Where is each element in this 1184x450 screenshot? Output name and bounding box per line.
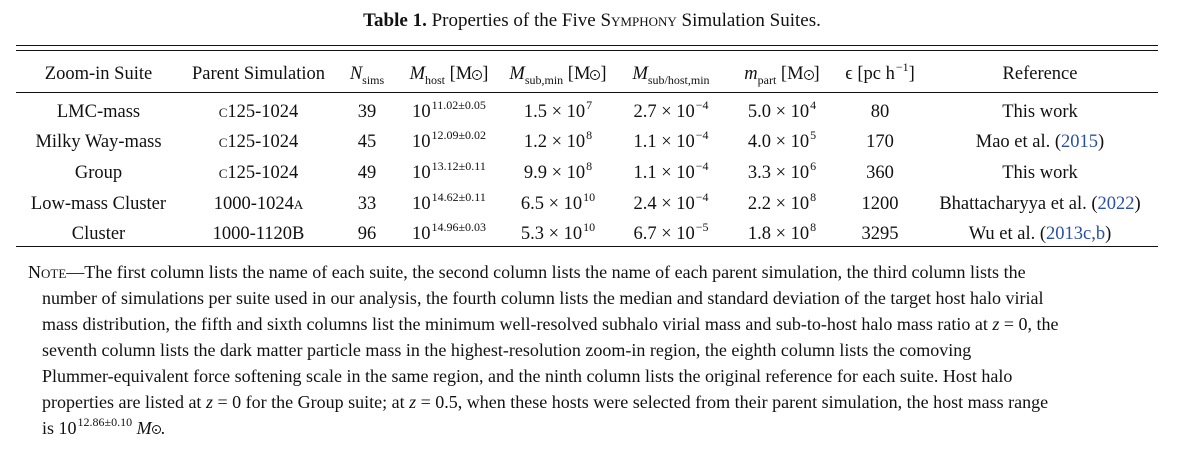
note-line-3-z: z: [992, 314, 1000, 334]
note-label: Note: [28, 262, 67, 282]
header-mpart-base: m: [744, 63, 758, 84]
note-line-6a: properties are listed at: [42, 392, 202, 412]
cell-ratio: $2.7 \times 10^{-4}$: [633, 97, 709, 122]
table-row: [16, 219, 1158, 250]
note-line-6b: = 0 for the Group suite; at: [212, 392, 405, 412]
cell-reference: Wu et al. (2013c,b): [968, 224, 1112, 245]
cell-parent: c125-1024: [218, 101, 299, 122]
mpart-mantissa: 2.2: [747, 193, 771, 214]
header-msub-unit: [M: [567, 63, 591, 84]
table-row: [16, 189, 1158, 220]
reference-text: Bhattacharyya et al. (: [939, 193, 1098, 214]
cell-mpart: $2.2 \times 10^8$: [747, 189, 817, 214]
caption-text-after: Simulation Suites.: [681, 10, 821, 31]
cell-suite: Milky Way-mass: [35, 132, 162, 153]
header-ratio: [616, 58, 726, 90]
note-line-7-end: .: [160, 418, 166, 438]
msub-exponent: 7: [586, 97, 593, 112]
header-mpart-unit: [M: [780, 63, 804, 84]
header-mhost-unit: [M: [449, 63, 473, 84]
note-line-4: seventh column lists the dark matter particle mass in the highest-resolution zoom-in region, the eighth column lists the comoving: [42, 340, 972, 360]
ratio-exponent: −4: [695, 158, 709, 173]
cell-nsims: 96: [357, 224, 377, 245]
mpart-mantissa: 1.8: [747, 224, 771, 245]
mpart-exponent: 4: [810, 97, 817, 112]
cell-mhost: $10^{13.12\pm 0.11}$: [412, 158, 486, 183]
reference-text: Mao et al. (: [975, 132, 1062, 153]
cell-nsims: 49: [357, 162, 377, 183]
cell-suite: Low-mass Cluster: [30, 193, 167, 214]
top-rule-2: [16, 50, 1158, 51]
cell-mhost: $10^{11.02\pm 0.05}$: [412, 97, 486, 122]
cell-eps: 360: [866, 162, 894, 183]
msub-mantissa: 6.5: [520, 193, 544, 214]
msub-exponent: 10: [583, 189, 596, 204]
msub-mantissa: 5.3: [520, 224, 544, 245]
table-row: [16, 90, 1158, 128]
note-line-6-z1: z: [205, 392, 213, 412]
table-note: [28, 259, 1158, 443]
reference-year-link[interactable]: 2022: [1097, 193, 1135, 214]
note-line-6: [42, 389, 1158, 415]
ratio-mantissa: 1.1: [633, 162, 657, 183]
header-parent: Parent Simulation: [191, 63, 326, 84]
solar-symbol-icon: [152, 425, 161, 434]
ratio-mantissa: 2.4: [633, 193, 657, 214]
cell-suite: Cluster: [71, 224, 126, 245]
table-body: [16, 90, 1158, 250]
caption-suite-name: Symphony: [600, 10, 677, 31]
header-msub-sub: sub,min: [524, 72, 564, 87]
cell-parent: c125-1024: [218, 132, 299, 153]
cell-msub: $1.2 \times 10^8$: [523, 128, 593, 153]
mhost-exponent: 13.12±0.11: [431, 158, 486, 173]
note-line-7-exp: 12.86±0.10: [77, 415, 133, 429]
cell-msub: $9.9 \times 10^8$: [523, 158, 593, 183]
properties-table: [16, 58, 1158, 250]
header-msub: $M_{sub,min}$ [M ]: [509, 63, 607, 87]
cell-mpart: $5.0 \times 10^4$: [747, 97, 817, 122]
mpart-exponent: 5: [810, 128, 817, 143]
solar-symbol-icon: [590, 70, 600, 80]
caption-label: Table 1.: [363, 10, 427, 31]
cell-parent: c125-1024: [218, 162, 299, 183]
ratio-mantissa: 1.1: [633, 132, 657, 153]
solar-symbol-icon: [804, 70, 814, 80]
cell-mpart: $4.0 \times 10^5$: [747, 128, 817, 153]
header-nsims: [336, 58, 398, 90]
msub-exponent: 8: [586, 128, 593, 143]
table-row: [16, 128, 1158, 159]
msub-mantissa: 9.9: [523, 162, 547, 183]
solar-symbol-icon: [472, 70, 482, 80]
header-eps-unit: [pc h: [857, 63, 895, 84]
cell-ratio: $1.1 \times 10^{-4}$: [633, 158, 709, 183]
note-line-3: [42, 311, 1158, 337]
note-line-3-text: mass distribution, the fifth and sixth columns list the minimum well-resolved subhalo virial mass and sub-to-host halo mass ratio at: [42, 314, 988, 334]
mhost-exponent: 14.62±0.11: [431, 189, 486, 204]
cell-suite: Group: [74, 162, 123, 183]
header-nsims-sub: sims: [362, 72, 385, 87]
top-rule-1: [16, 45, 1158, 46]
cell-eps: 3295: [861, 224, 899, 245]
note-line-5: Plummer-equivalent force softening scale in the same region, and the ninth column lists the original reference for each suite. Host halo: [42, 366, 1013, 386]
cell-reference: [922, 90, 1158, 128]
mpart-exponent: 6: [810, 158, 817, 173]
note-line-7-m: M: [136, 418, 152, 438]
cell-parent: 1000-1024a: [213, 193, 304, 214]
cell-nsims: 33: [357, 193, 377, 214]
note-line-1: [28, 259, 1158, 285]
reference-text: Wu et al. (: [968, 224, 1047, 245]
header-nsims-base: N: [349, 63, 363, 84]
reference-year-link[interactable]: 2015: [1061, 132, 1099, 153]
cell-eps: 1200: [861, 193, 899, 214]
cell-msub: $5.3 \times 10^{10}$: [520, 220, 596, 245]
ratio-exponent: −4: [695, 128, 709, 143]
cell-msub: $6.5 \times 10^{10}$: [520, 189, 596, 214]
cell-ratio: $2.4 \times 10^{-4}$: [633, 189, 709, 214]
cell-reference: [922, 158, 1158, 189]
cell-nsims: 45: [357, 132, 377, 153]
mhost-exponent: 11.02±0.05: [431, 97, 486, 112]
header-msub-base: M: [509, 63, 525, 84]
cell-suite: LMC-mass: [56, 101, 141, 122]
table-caption: [0, 9, 1184, 33]
header-mpart: $m_{part}$ [M ]: [744, 63, 820, 87]
msub-exponent: 10: [583, 220, 596, 235]
cell-mhost: $10^{14.96\pm 0.03}$: [411, 220, 487, 245]
mpart-mantissa: 5.0: [747, 101, 771, 122]
note-line-3-end: = 0, the: [999, 314, 1059, 334]
header-reference: Reference: [1002, 63, 1078, 84]
note-line-7: [42, 415, 1158, 443]
reference-text: This work: [1002, 162, 1078, 183]
header-eps-exp: −1: [895, 59, 909, 74]
note-line-2: number of simulations per suite used in our analysis, the fourth column lists the median and standard deviation of the target host halo virial: [42, 288, 1044, 308]
msub-mantissa: 1.5: [523, 101, 547, 122]
note-line-1-text: —The first column lists the name of each suite, the second column lists the name of each parent simulation, the third column lists the: [66, 262, 1026, 282]
ratio-mantissa: 6.7: [633, 224, 657, 245]
cell-parent: 1000-1120B: [212, 224, 305, 245]
mhost-exponent: 12.09±0.02: [431, 128, 487, 143]
header-eps: ϵ [pc $h^{-1}$]: [845, 59, 915, 84]
cell-mpart: $3.3 \times 10^6$: [747, 158, 817, 183]
ratio-exponent: −5: [695, 220, 709, 235]
reference-year-link[interactable]: 2013c,b: [1046, 224, 1106, 245]
note-line-6-z2: z: [409, 392, 417, 412]
cell-ratio: $6.7 \times 10^{-5}$: [633, 220, 709, 245]
caption-text-before: Properties of the Five: [431, 10, 596, 31]
mpart-exponent: 8: [810, 189, 817, 204]
cell-eps: 80: [870, 101, 890, 122]
table-row: [16, 158, 1158, 189]
header-ratio-sub: sub/host,min: [647, 72, 710, 87]
header-mpart-sub: part: [757, 72, 777, 87]
note-line-6c: = 0.5, when these hosts were selected from their parent simulation, the host mass range: [416, 392, 1049, 412]
header-mhost-base: M: [409, 63, 425, 84]
header-eps-base: ϵ: [845, 63, 853, 84]
ratio-mantissa: 2.7: [633, 101, 657, 122]
mpart-mantissa: 4.0: [747, 132, 771, 153]
mhost-exponent: 14.96±0.03: [431, 220, 487, 235]
cell-mhost: $10^{12.09\pm 0.02}$: [411, 128, 487, 153]
msub-mantissa: 1.2: [523, 132, 547, 153]
header-ratio-base: M: [632, 63, 648, 84]
mpart-mantissa: 3.3: [747, 162, 771, 183]
cell-reference: Mao et al. (2015): [975, 132, 1105, 153]
mpart-exponent: 8: [810, 220, 817, 235]
header-mhost: $M_{host}$ [M ]: [409, 63, 489, 87]
ratio-exponent: −4: [695, 189, 709, 204]
cell-msub: $1.5 \times 10^7$: [523, 97, 593, 122]
ratio-exponent: −4: [695, 97, 709, 112]
cell-eps: 170: [866, 132, 894, 153]
cell-ratio: $1.1 \times 10^{-4}$: [633, 128, 709, 153]
cell-reference: Bhattacharyya et al. (2022): [939, 193, 1141, 214]
note-line-7a: is 10: [42, 418, 77, 438]
msub-exponent: 8: [586, 158, 593, 173]
cell-nsims: 39: [357, 101, 377, 122]
cell-mpart: $1.8 \times 10^8$: [747, 220, 817, 245]
header-mhost-sub: host: [424, 72, 445, 87]
header-suite: Zoom-in Suite: [44, 63, 153, 84]
reference-text: This work: [1002, 101, 1078, 122]
cell-mhost: $10^{14.62\pm 0.11}$: [412, 189, 486, 214]
table-header-row: [16, 58, 1158, 90]
